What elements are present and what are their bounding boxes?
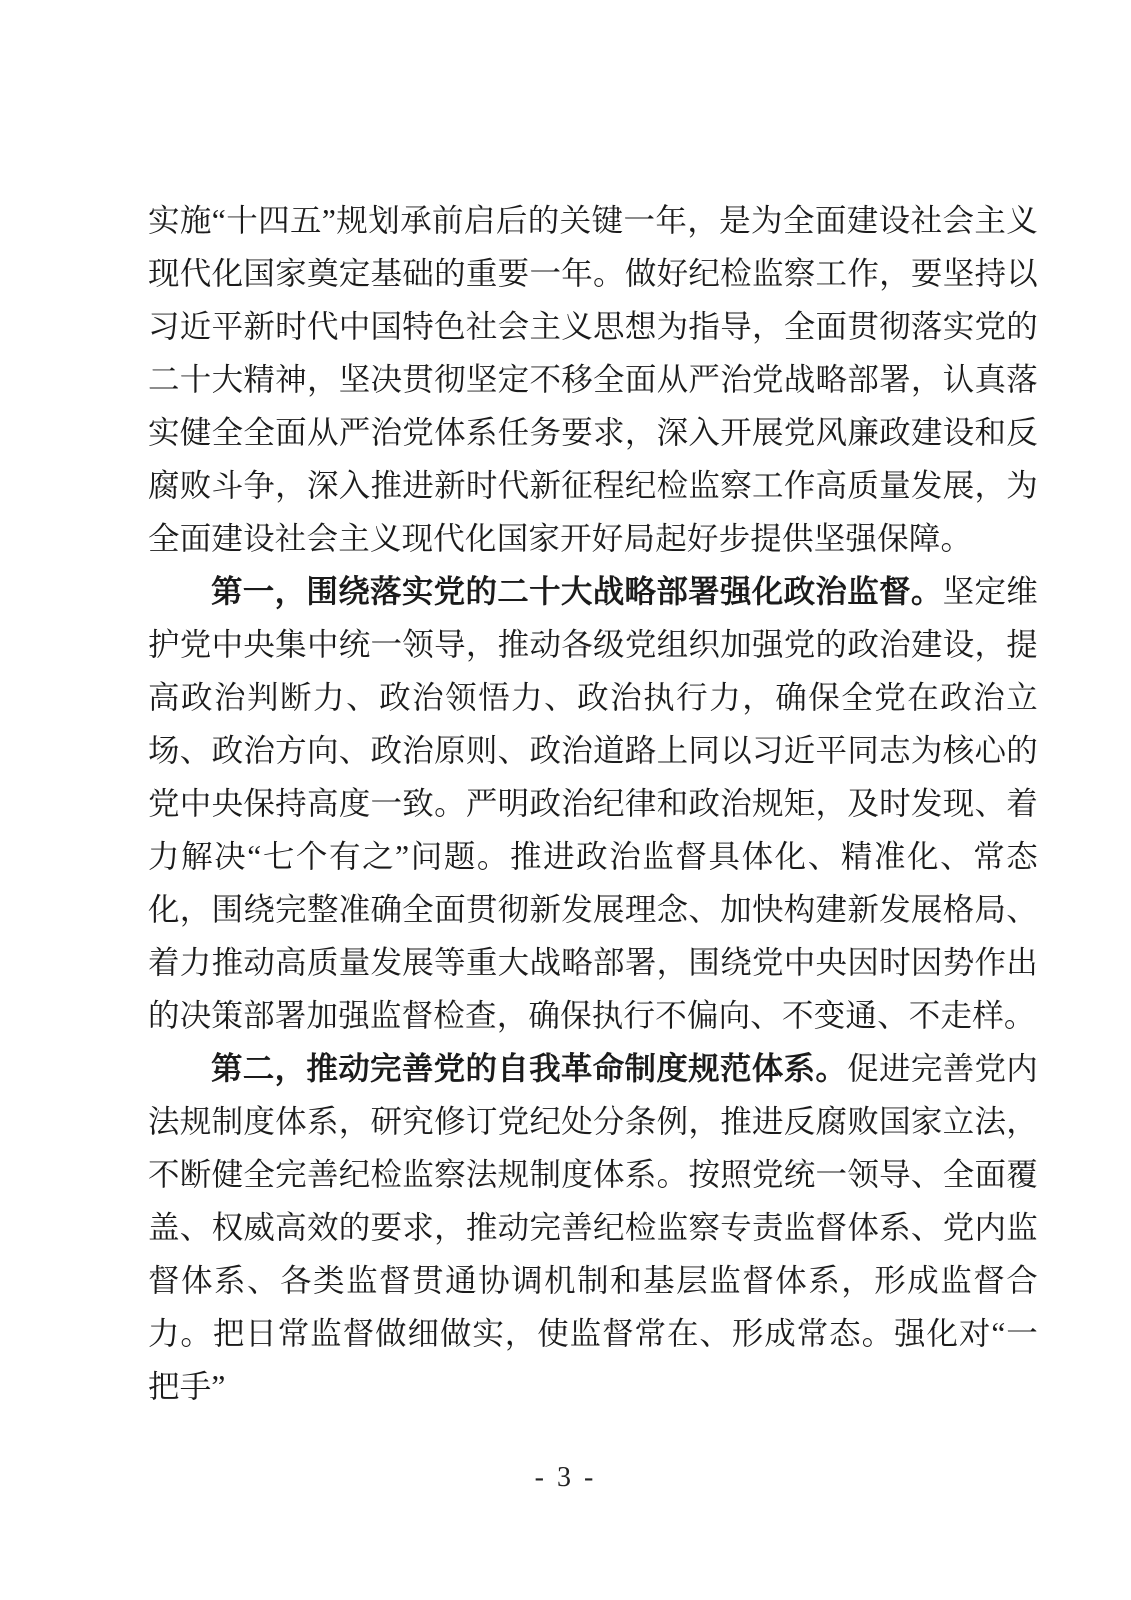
paragraph-first-point <box>148 565 1038 1042</box>
document-body <box>148 194 1038 1413</box>
paragraph-continuation <box>148 194 1038 565</box>
paragraph-lead: 第二，推动完善党的自我革命制度规范体系。 <box>211 1051 848 1086</box>
paragraph-text: 坚定维护党中央集中统一领导，推动各级党组织加强党的政治建设，提高政治判断力、政治领悟力、政治执行力，确保全党在政治立场、政治方向、政治原则、政治道路上同以习近平同志为核心的党中央保持高度一致。严明政治纪律和政治规矩，及时发现、着力解决“七个有之”问题。推进政治监督具体化、精准化、常态化，围绕完整准确全面贯彻新发展理念、加快构建新发展格局、着力推动高质量发展等重大战略部署，围绕党中央因时因势作出的决策部署加强监督检查，确保执行不偏向、不变通、不走样。 <box>148 574 1038 1033</box>
paragraph-text: 促进完善党内法规制度体系，研究修订党纪处分条例，推进反腐败国家立法，不断健全完善纪检监察法规制度体系。按照党统一领导、全面覆盖、权威高效的要求，推动完善纪检监察专责监督体系、党内监督体系、各类监督贯通协调机制和基层监督体系，形成监督合力。把日常监督做细做实，使监督常在、形成常态。强化对“一把手” <box>148 1051 1038 1404</box>
paragraph-text: 实施“十四五”规划承前启后的关键一年，是为全面建设社会主义现代化国家奠定基础的重要一年。做好纪检监察工作，要坚持以习近平新时代中国特色社会主义思想为指导，全面贯彻落实党的二十大精神，坚决贯彻坚定不移全面从严治党战略部署，认真落实健全全面从严治党体系任务要求，深入开展党风廉政建设和反腐败斗争，深入推进新时代新征程纪检监察工作高质量发展，为全面建设社会主义现代化国家开好局起好步提供坚强保障。 <box>148 203 1038 556</box>
paragraph-lead: 第一，围绕落实党的二十大战略部署强化政治监督。 <box>211 574 943 609</box>
paragraph-second-point <box>148 1042 1038 1413</box>
page-number: - 3 - <box>534 1462 597 1493</box>
